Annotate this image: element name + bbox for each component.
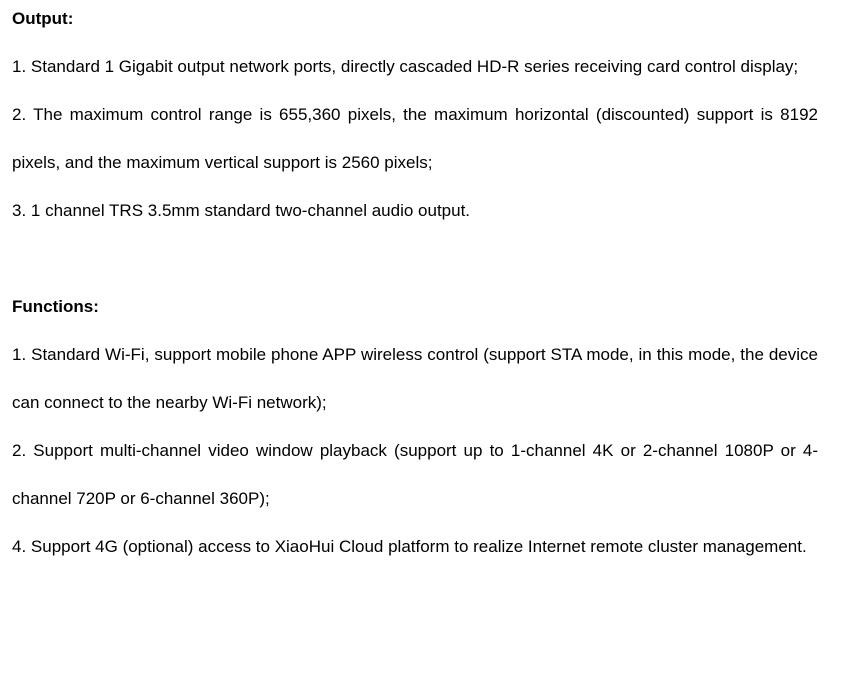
output-item-1: 1. Standard 1 Gigabit output network ports, directly cascaded HD-R series receiving card control display; [12,57,799,76]
functions-item-4: 4. Support 4G (optional) access to XiaoHui Cloud platform to realize Internet remote cluster management. [12,537,807,556]
output-item-2: 2. The maximum control range is 655,360 pixels, the maximum horizontal (discounted) support is 8192 pixels, and the maximum vertical support is 2560 pixels; [12,105,818,172]
section-spacer [12,235,818,283]
functions-item-2: 2. Support multi-channel video window playback (support up to 1-channel 4K or 2-channel 1080P or 4-channel 720P or 6-channel 360P); [12,441,818,508]
output-item-3: 3. 1 channel TRS 3.5mm standard two-channel audio output. [12,201,471,220]
functions-item-1: 1. Standard Wi-Fi, support mobile phone APP wireless control (support STA mode, in this mode, the device can connect to the nearby Wi-Fi network); [12,345,818,412]
document-body [12,0,818,571]
functions-heading: Functions: [12,297,99,316]
output-heading: Output: [12,9,74,28]
